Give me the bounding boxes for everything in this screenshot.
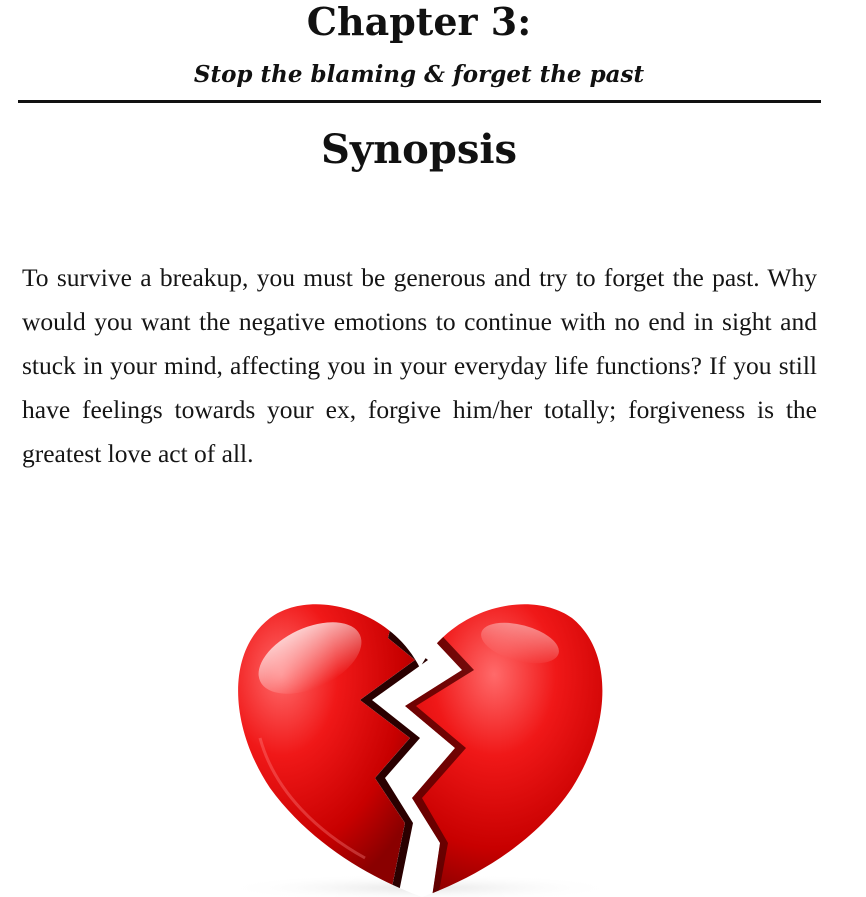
- divider-rule: [18, 100, 821, 103]
- broken-heart-icon: [200, 588, 640, 897]
- synopsis-paragraph: To survive a breakup, you must be generous and try to forget the past. Why would you want the negative emotions to continue with no end in sight and stuck in your mind, affecting you in your everyday life functions? If you still have feelings towards your ex, forgive him/her totally; forgiveness is the greatest love act of all.: [22, 263, 817, 468]
- chapter-subtitle: Stop the blaming & forget the past: [193, 61, 645, 88]
- broken-heart-illustration: [200, 588, 640, 897]
- section-heading: Synopsis: [320, 126, 518, 173]
- chapter-title: Chapter 3:: [306, 0, 532, 44]
